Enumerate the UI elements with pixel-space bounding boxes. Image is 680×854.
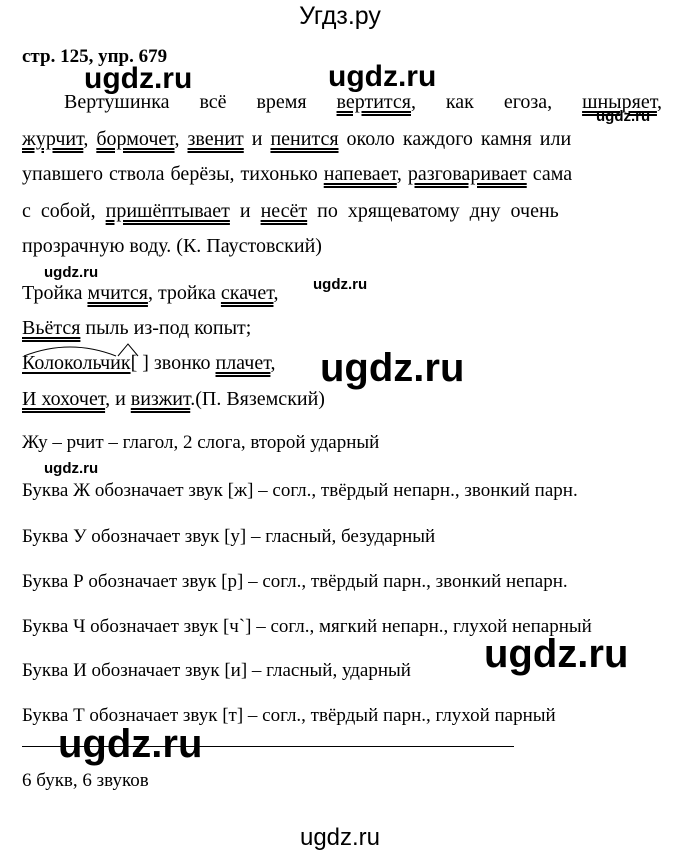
punct: , [83, 128, 97, 150]
text: упавшего ствола берёзы, тихонько [22, 163, 324, 185]
text: Тройка [22, 282, 88, 304]
text: с собой, [22, 200, 106, 222]
verb-shnyryaet: шныряет [582, 91, 657, 113]
punct: , [396, 163, 408, 185]
word: всё [199, 91, 227, 113]
root-arc [24, 347, 116, 356]
paragraph-line-3 [22, 163, 572, 186]
syllable-analysis: Жу – рчит – глагол, 2 слога, второй ударный [22, 432, 380, 453]
word: егоза, [503, 91, 553, 113]
word: время [256, 91, 307, 113]
verb-skachet: скачет [220, 282, 274, 304]
verb-vertitsya: вертится [336, 91, 411, 113]
verb-penitsya: пенится [270, 128, 339, 150]
suffix-mark [118, 344, 138, 356]
verb-plachet: плачет [215, 352, 271, 374]
paragraph-line-4 [22, 200, 559, 223]
text: и [243, 128, 271, 150]
verb-razgovarivaet: разговаривает [407, 163, 527, 185]
letter-analysis-i: Буква И обозначает звук [и] – гласный, ударный [22, 660, 411, 681]
verb-prishoptyvaet: пришёптывает [105, 200, 230, 222]
text: пыль из-под копыт; [80, 317, 252, 339]
verb-vizzhit: визжит [130, 388, 191, 410]
exercise-heading: стр. 125, упр. 679 [22, 46, 168, 67]
text: .(П. Вяземский) [190, 388, 325, 410]
verb-bormochet: бормочет [96, 128, 175, 150]
poem-line-4 [22, 388, 325, 411]
paragraph-line-2 [22, 128, 571, 151]
letter-analysis-u: Буква У обозначает звук [у] – гласный, безударный [22, 526, 436, 547]
letter-analysis-t: Буква Т обозначает звук [т] – согл., твёрдый парн., глухой парный [22, 705, 556, 726]
verb-nesyot: несёт [260, 200, 308, 222]
word: Вертушинка [64, 91, 170, 113]
text: , тройка [147, 282, 221, 304]
verb-zhurchit: журчит [22, 128, 84, 150]
punct: , [273, 282, 279, 304]
text: [ ] звонко [130, 352, 216, 374]
text: , и [105, 388, 131, 410]
site-title: Угдз.ру [299, 2, 381, 30]
verb-mchitsya: мчится [87, 282, 148, 304]
watermark: ugdz.ru [58, 722, 203, 766]
verb-napevaet: напевает [323, 163, 397, 185]
letter-analysis-ch: Буква Ч обозначает звук [ч`] – согл., мягкий непарн., глухой непарный [22, 616, 592, 637]
watermark: ugdz.ru [44, 460, 99, 477]
verb-zvenit: звенит [187, 128, 244, 150]
letter-analysis-r: Буква Р обозначает звук [р] – согл., твёрдый парн., звонкий непарн. [22, 571, 568, 592]
letter-analysis-zh: Буква Ж обозначает звук [ж] – согл., твёрдый непарн., звонкий парн. [22, 480, 578, 501]
paragraph-line-5: прозрачную воду. (К. Паустовский) [22, 235, 322, 257]
watermark: ugdz.ru [84, 62, 193, 95]
watermark: ugdz.ru [313, 276, 368, 293]
watermark: ugdz.ru [328, 60, 437, 93]
text: сама [526, 163, 573, 185]
word-kolokolchik: Колокольчик [22, 352, 131, 374]
verb-khokhochet: И хохочет [22, 388, 106, 410]
word: как [445, 91, 474, 113]
letters-sounds-summary: 6 букв, 6 звуков [22, 770, 149, 791]
punct: , [174, 128, 188, 150]
punct: , [410, 91, 416, 113]
morpheme-marks [20, 336, 160, 360]
text: по хрящеватому дну очень [307, 200, 559, 222]
poem-line-1 [22, 282, 278, 305]
text: и [229, 200, 261, 222]
verb-vyotsya: Вьётся [22, 317, 81, 339]
punct: , [270, 352, 276, 374]
footer-watermark: ugdz.ru [299, 824, 381, 851]
watermark: ugdz.ru [320, 346, 465, 390]
watermark: ugdz.ru [44, 264, 99, 281]
word [337, 91, 416, 114]
punct: , [656, 91, 662, 113]
watermark: ugdz.ru [484, 632, 629, 676]
text: около каждого камня или [338, 128, 572, 150]
watermark: ugdz.ru [596, 108, 651, 125]
